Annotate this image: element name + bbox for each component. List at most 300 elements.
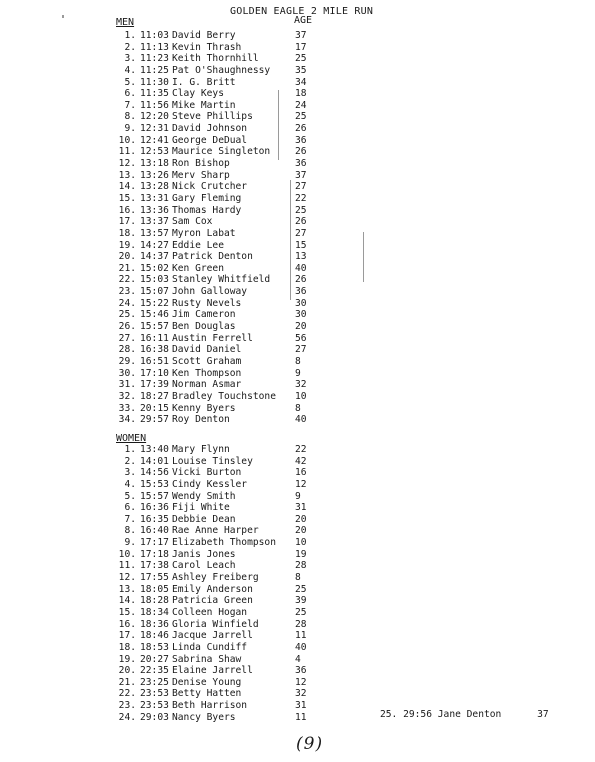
result-name: Rusty Nevels — [172, 297, 242, 309]
result-age: 25 — [295, 606, 307, 618]
result-place: 34. — [118, 414, 136, 426]
result-place: 18. — [118, 641, 136, 653]
result-place: 22. — [118, 274, 136, 286]
result-time: 18:27 — [140, 390, 169, 402]
result-time: 13:28 — [140, 181, 169, 193]
result-place: 15. — [118, 606, 136, 618]
result-place: 6. — [124, 88, 136, 100]
result-place: 8. — [124, 111, 136, 123]
result-name: Louise Tinsley — [172, 455, 253, 467]
result-time: 13:36 — [140, 204, 169, 216]
result-time: 17:10 — [140, 367, 169, 379]
result-name: Fiji White — [172, 502, 230, 514]
scan-mark — [363, 232, 364, 282]
result-row — [116, 537, 346, 549]
result-age: 24 — [295, 99, 307, 111]
result-age: 9 — [295, 367, 301, 379]
result-name: Gloria Winfield — [172, 618, 259, 630]
result-row — [116, 65, 346, 77]
result-row — [116, 123, 346, 135]
result-place: 4. — [124, 64, 136, 76]
result-age: 25 — [295, 53, 307, 65]
result-time: 18:28 — [140, 595, 169, 607]
result-place: 1. — [124, 444, 136, 455]
result-age: 34 — [295, 76, 307, 88]
result-name: Janis Jones — [172, 548, 236, 560]
result-age: 32 — [295, 688, 307, 700]
result-age: 22 — [295, 444, 307, 455]
result-row — [116, 77, 346, 89]
result-name: Cindy Kessler — [172, 478, 248, 490]
result-time: 11:13 — [140, 41, 169, 53]
result-row — [116, 30, 346, 42]
result-row — [116, 595, 346, 607]
result-name: John Galloway — [172, 286, 248, 298]
result-time: 18:36 — [140, 618, 169, 630]
result-time: 16:51 — [140, 355, 169, 367]
result-time: 14:01 — [140, 455, 169, 467]
result-place: 23. — [118, 700, 136, 712]
result-time: 18:46 — [140, 630, 169, 642]
age-column-header: AGE — [294, 15, 313, 26]
result-row — [116, 274, 346, 286]
result-name: Ken Green — [172, 262, 224, 274]
women-results-list — [116, 444, 346, 723]
result-row — [116, 135, 346, 147]
result-time: 11:35 — [140, 88, 169, 100]
result-place: 20. — [118, 251, 136, 263]
result-row — [116, 111, 346, 123]
result-time: 15:07 — [140, 286, 169, 298]
result-place: 23. — [118, 286, 136, 298]
result-name: Pat O'Shaughnessy — [172, 64, 271, 76]
women-extra-result — [380, 709, 549, 720]
result-place: 29. — [118, 355, 136, 367]
result-row — [116, 665, 346, 677]
result-place: 13. — [118, 583, 136, 595]
result-name: Eddie Lee — [172, 239, 224, 251]
result-time: 12:31 — [140, 123, 169, 135]
result-time: 11:03 — [140, 30, 169, 41]
result-row — [116, 525, 346, 537]
result-place: 2. — [124, 455, 136, 467]
result-age: 20 — [295, 513, 307, 525]
result-row — [116, 456, 346, 468]
result-row — [116, 619, 346, 631]
result-row — [116, 514, 346, 526]
result-place: 33. — [118, 402, 136, 414]
result-row — [116, 193, 346, 205]
result-place: 28. — [118, 344, 136, 356]
result-age: 12 — [295, 478, 307, 490]
result-row — [116, 321, 346, 333]
result-name: Debbie Dean — [172, 513, 236, 525]
result-age: 26 — [295, 123, 307, 135]
result-age: 36 — [295, 134, 307, 146]
result-time: 23:25 — [140, 676, 169, 688]
result-place: 11. — [118, 560, 136, 572]
result-age: 4 — [295, 653, 301, 665]
result-time: 11:30 — [140, 76, 169, 88]
result-row — [116, 403, 346, 415]
result-name: Colleen Hogan — [172, 606, 248, 618]
result-time: 15:57 — [140, 321, 169, 333]
result-name: Keith Thornhill — [172, 53, 259, 65]
result-name: Beth Harrison — [172, 700, 248, 712]
result-row — [116, 607, 346, 619]
result-time: 11:23 — [140, 53, 169, 65]
result-name: Rae Anne Harper — [172, 525, 259, 537]
result-place: 19. — [118, 653, 136, 665]
result-place: 7. — [124, 99, 136, 111]
result-name: Austin Ferrell — [172, 332, 253, 344]
result-age: 15 — [295, 239, 307, 251]
result-place: 8. — [124, 525, 136, 537]
result-place: 17. — [118, 630, 136, 642]
result-row — [116, 333, 346, 345]
result-name: Norman Asmar — [172, 379, 242, 391]
result-age: 16 — [295, 467, 307, 479]
result-time: 23:53 — [140, 688, 169, 700]
result-place: 3. — [124, 467, 136, 479]
result-name: Myron Labat — [172, 227, 236, 239]
result-row — [116, 88, 346, 100]
result-time: 20:27 — [140, 653, 169, 665]
result-age: 20 — [295, 525, 307, 537]
result-name: Clay Keys — [172, 88, 224, 100]
result-place: 25. — [118, 309, 136, 321]
result-name: Stanley Whitfield — [172, 274, 271, 286]
result-place: 22. — [118, 688, 136, 700]
result-place: 3. — [124, 53, 136, 65]
result-name: David Berry — [172, 30, 236, 41]
result-place: 26. — [118, 321, 136, 333]
result-row — [116, 391, 346, 403]
result-name: David Johnson — [172, 123, 248, 135]
result-age: 25 — [295, 111, 307, 123]
result-row — [116, 344, 346, 356]
result-age: 18 — [295, 88, 307, 100]
result-row — [116, 572, 346, 584]
result-age: 17 — [295, 41, 307, 53]
result-time: 12:53 — [140, 146, 169, 158]
result-row — [116, 240, 346, 252]
result-row — [116, 549, 346, 561]
result-time: 16:11 — [140, 332, 169, 344]
result-name: George DeDual — [172, 134, 248, 146]
result-name: Mary Flynn — [172, 444, 230, 455]
result-name: Nick Crutcher — [172, 181, 248, 193]
result-place: 9. — [124, 537, 136, 549]
result-row — [116, 298, 346, 310]
result-place: 25. — [380, 709, 398, 720]
result-age: 11 — [295, 630, 307, 642]
result-time: 22:35 — [140, 665, 169, 677]
result-name: Vicki Burton — [172, 467, 242, 479]
result-age: 27 — [295, 227, 307, 239]
result-age: 26 — [295, 146, 307, 158]
result-age: 32 — [295, 379, 307, 391]
result-name: Maurice Singleton — [172, 146, 271, 158]
result-age: 28 — [295, 560, 307, 572]
result-row — [116, 263, 346, 275]
result-row — [116, 181, 346, 193]
result-row — [116, 170, 346, 182]
result-name: Elizabeth Thompson — [172, 537, 276, 549]
result-name: Mike Martin — [172, 99, 236, 111]
result-place: 31. — [118, 379, 136, 391]
result-age: 37 — [295, 169, 307, 181]
result-time: 15:53 — [140, 478, 169, 490]
result-place: 24. — [118, 711, 136, 723]
result-place: 12. — [118, 572, 136, 584]
result-time: 16:35 — [140, 513, 169, 525]
result-age: 40 — [295, 414, 307, 426]
result-time: 18:05 — [140, 583, 169, 595]
result-time: 29:56 — [403, 709, 432, 720]
result-time: 29:03 — [140, 711, 169, 723]
result-age: 8 — [295, 402, 301, 414]
result-row — [116, 467, 346, 479]
result-time: 16:36 — [140, 502, 169, 514]
result-row — [116, 100, 346, 112]
result-row — [116, 560, 346, 572]
result-time: 13:40 — [140, 444, 169, 455]
result-age: 31 — [295, 700, 307, 712]
result-row — [116, 379, 346, 391]
result-age: 9 — [295, 490, 301, 502]
result-name: Patrick Denton — [172, 251, 253, 263]
result-time: 16:40 — [140, 525, 169, 537]
result-time: 14:37 — [140, 251, 169, 263]
result-place: 14. — [118, 595, 136, 607]
result-name: Steve Phillips — [172, 111, 253, 123]
result-name: Ben Douglas — [172, 321, 236, 333]
result-age: 8 — [295, 572, 301, 584]
result-age: 10 — [295, 537, 307, 549]
result-name: David Daniel — [172, 344, 242, 356]
result-row — [116, 158, 346, 170]
page-title: GOLDEN EAGLE 2 MILE RUN — [230, 6, 374, 17]
result-row — [116, 309, 346, 321]
result-age: 31 — [295, 502, 307, 514]
result-time: 12:20 — [140, 111, 169, 123]
result-time: 15:46 — [140, 309, 169, 321]
result-place: 11. — [118, 146, 136, 158]
result-time: 15:22 — [140, 297, 169, 309]
result-age: 26 — [295, 216, 307, 228]
result-place: 16. — [118, 204, 136, 216]
result-time: 15:03 — [140, 274, 169, 286]
result-place: 12. — [118, 158, 136, 170]
result-time: 12:41 — [140, 134, 169, 146]
result-place: 20. — [118, 665, 136, 677]
result-row — [116, 712, 346, 724]
result-row — [116, 228, 346, 240]
result-place: 10. — [118, 548, 136, 560]
result-name: Linda Cundiff — [172, 641, 248, 653]
result-age: 37 — [295, 30, 307, 41]
result-age: 30 — [295, 297, 307, 309]
men-section-label: MEN — [116, 17, 135, 28]
result-row — [116, 584, 346, 596]
result-row — [116, 146, 346, 158]
result-name: Ron Bishop — [172, 158, 230, 170]
result-name: Emily Anderson — [172, 583, 253, 595]
result-place: 1. — [124, 30, 136, 41]
result-row — [116, 642, 346, 654]
scan-mark — [278, 90, 279, 160]
result-name: Bradley Touchstone — [172, 390, 276, 402]
result-place: 18. — [118, 227, 136, 239]
result-place: 21. — [118, 262, 136, 274]
result-name: Ken Thompson — [172, 367, 242, 379]
result-name: Roy Denton — [172, 414, 230, 426]
result-name: Elaine Jarrell — [172, 665, 253, 677]
result-age: 27 — [295, 344, 307, 356]
result-time: 17:38 — [140, 560, 169, 572]
result-place: 13. — [118, 169, 136, 181]
result-time: 23:53 — [140, 700, 169, 712]
result-age: 30 — [295, 309, 307, 321]
result-row — [116, 502, 346, 514]
result-age: 42 — [295, 455, 307, 467]
result-age: 12 — [295, 676, 307, 688]
result-row — [116, 414, 346, 426]
result-age: 19 — [295, 548, 307, 560]
result-time: 11:56 — [140, 99, 169, 111]
result-place: 17. — [118, 216, 136, 228]
result-place: 7. — [124, 513, 136, 525]
result-place: 21. — [118, 676, 136, 688]
result-age: 40 — [295, 641, 307, 653]
result-time: 15:57 — [140, 490, 169, 502]
result-name: Thomas Hardy — [172, 204, 242, 216]
result-name: Nancy Byers — [172, 711, 236, 723]
result-place: 15. — [118, 192, 136, 204]
result-place: 30. — [118, 367, 136, 379]
result-age: 26 — [295, 274, 307, 286]
men-results-list — [116, 30, 346, 426]
result-name: Betty Hatten — [172, 688, 242, 700]
result-name: Jacque Jarrell — [172, 630, 253, 642]
scan-mark — [62, 15, 64, 18]
result-age: 39 — [295, 595, 307, 607]
result-row — [116, 688, 346, 700]
result-age: 13 — [295, 251, 307, 263]
result-name: Wendy Smith — [172, 490, 236, 502]
result-age: 11 — [295, 711, 307, 723]
result-age: 36 — [295, 665, 307, 677]
result-age: 35 — [295, 64, 307, 76]
result-place: 6. — [124, 502, 136, 514]
result-name: I. G. Britt — [172, 76, 236, 88]
result-row — [116, 251, 346, 263]
women-section-label: WOMEN — [116, 433, 147, 444]
result-age: 22 — [295, 192, 307, 204]
result-place: 10. — [118, 134, 136, 146]
result-row — [116, 491, 346, 503]
result-time: 14:56 — [140, 467, 169, 479]
result-time: 16:38 — [140, 344, 169, 356]
result-name: Kevin Thrash — [172, 41, 242, 53]
result-row — [116, 53, 346, 65]
page-number: (9) — [296, 734, 324, 754]
result-time: 13:37 — [140, 216, 169, 228]
result-age: 28 — [295, 618, 307, 630]
result-age: 37 — [537, 709, 549, 720]
result-place: 5. — [124, 490, 136, 502]
result-name: Kenny Byers — [172, 402, 236, 414]
result-name: Patricia Green — [172, 595, 253, 607]
result-time: 15:02 — [140, 262, 169, 274]
result-place: 2. — [124, 41, 136, 53]
result-place: 5. — [124, 76, 136, 88]
result-row — [116, 205, 346, 217]
result-row — [116, 368, 346, 380]
result-row — [116, 42, 346, 54]
result-age: 8 — [295, 355, 301, 367]
result-place: 16. — [118, 618, 136, 630]
scan-mark — [290, 180, 291, 300]
result-age: 10 — [295, 390, 307, 402]
result-place: 27. — [118, 332, 136, 344]
result-place: 32. — [118, 390, 136, 402]
result-age: 27 — [295, 181, 307, 193]
result-name: Ashley Freiberg — [172, 572, 259, 584]
result-age: 36 — [295, 158, 307, 170]
result-time: 17:17 — [140, 537, 169, 549]
result-time: 13:57 — [140, 227, 169, 239]
result-name: Denise Young — [172, 676, 242, 688]
result-age: 25 — [295, 583, 307, 595]
result-name: Carol Leach — [172, 560, 236, 572]
result-row — [116, 356, 346, 368]
result-age: 40 — [295, 262, 307, 274]
result-name: Gary Fleming — [172, 192, 242, 204]
result-name: Scott Graham — [172, 355, 242, 367]
result-place: 19. — [118, 239, 136, 251]
result-row — [116, 286, 346, 298]
result-age: 36 — [295, 286, 307, 298]
result-time: 13:18 — [140, 158, 169, 170]
result-time: 14:27 — [140, 239, 169, 251]
result-name: Sabrina Shaw — [172, 653, 242, 665]
result-time: 20:15 — [140, 402, 169, 414]
result-row — [116, 630, 346, 642]
result-age: 20 — [295, 321, 307, 333]
result-row — [116, 444, 346, 456]
result-time: 29:57 — [140, 414, 169, 426]
result-place: 4. — [124, 478, 136, 490]
result-time: 18:53 — [140, 641, 169, 653]
result-place: 14. — [118, 181, 136, 193]
result-time: 11:25 — [140, 64, 169, 76]
result-time: 17:55 — [140, 572, 169, 584]
result-time: 18:34 — [140, 606, 169, 618]
result-name: Merv Sharp — [172, 169, 230, 181]
result-row — [116, 677, 346, 689]
result-name: Jane Denton — [437, 709, 502, 720]
result-row — [116, 700, 346, 712]
result-row — [116, 479, 346, 491]
result-time: 17:39 — [140, 379, 169, 391]
result-time: 13:31 — [140, 192, 169, 204]
result-name: Jim Cameron — [172, 309, 236, 321]
result-age: 25 — [295, 204, 307, 216]
result-row — [116, 654, 346, 666]
result-row — [116, 216, 346, 228]
